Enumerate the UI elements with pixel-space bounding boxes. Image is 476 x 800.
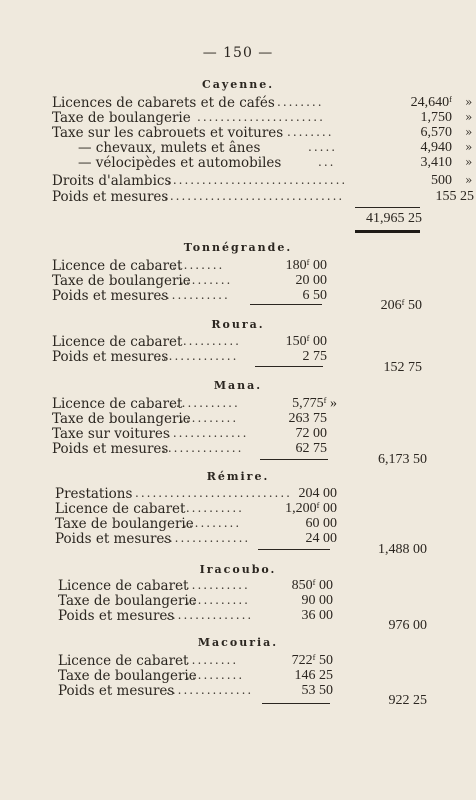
leader-dots: ........................... — [135, 486, 292, 500]
table-row — [52, 334, 332, 350]
leader-dots: ............................... — [167, 173, 348, 187]
table-row — [58, 608, 348, 624]
row-value: 53 50 — [301, 683, 333, 698]
row-value: 5,775ᶠ » — [292, 396, 337, 411]
row-label: — chevaux, mulets et ânes — [78, 140, 261, 156]
row-value: 146 25 — [294, 668, 333, 683]
leader-dots: ........... — [177, 334, 241, 348]
leader-dots: .......... — [180, 653, 239, 667]
row-label: Licence de cabaret — [58, 653, 189, 669]
sum-rule — [260, 459, 328, 460]
row-label: Poids et mesures — [52, 288, 169, 304]
row-label: Poids et mesures — [52, 189, 169, 205]
row-label: Taxe sur les cabrouets et voitures — [52, 125, 284, 141]
row-value: 6 50 — [302, 288, 327, 303]
leader-dots: ............... — [166, 608, 254, 622]
table-row — [58, 683, 348, 699]
row-label: Licence de cabaret — [58, 578, 189, 594]
table-row — [52, 441, 342, 457]
row-label: — vélocipèdes et automobiles — [78, 155, 282, 171]
section-title-tonnegrande: Tonnégrande. — [183, 241, 293, 254]
section-total: 922 25 — [388, 693, 427, 708]
row-label: Taxe de boulangerie — [55, 516, 194, 532]
sum-rule — [255, 366, 323, 367]
table-row — [52, 411, 342, 427]
leader-dots: ............... — [166, 683, 254, 697]
row-value: 850ᶠ 00 — [291, 578, 333, 593]
section-end-rule — [355, 230, 420, 233]
leader-dots: ........... — [180, 501, 244, 515]
row-value: 3,410 — [420, 155, 452, 170]
row-mark: » — [465, 110, 473, 124]
row-value: 4,940 — [420, 140, 452, 155]
row-value: 90 00 — [301, 593, 333, 608]
row-label: Licence de cabaret — [52, 258, 183, 274]
row-value: 500 — [431, 173, 452, 188]
row-value: 2 75 — [302, 349, 327, 364]
row-value: 24 00 — [305, 531, 337, 546]
leader-dots: .............. — [162, 441, 244, 455]
table-row — [78, 140, 473, 156]
table-row — [55, 486, 345, 502]
row-value: 6,570 — [420, 125, 452, 140]
row-label: Poids et mesures — [58, 683, 175, 699]
row-label: Taxe de boulangerie — [58, 668, 197, 684]
row-value: 1,750 — [420, 110, 452, 125]
table-row — [78, 155, 473, 171]
row-label: Poids et mesures — [52, 349, 169, 365]
leader-dots: ........ — [287, 125, 334, 139]
row-label: Taxe sur voitures — [52, 426, 170, 442]
leader-dots: ............................... — [164, 189, 345, 203]
leader-dots: ........ — [277, 95, 324, 109]
row-value: 60 00 — [305, 516, 337, 531]
section-total: 41,965 25 — [366, 211, 422, 226]
section-total: 6,173 50 — [378, 452, 427, 467]
row-value: 722ᶠ 50 — [291, 653, 333, 668]
row-value: 36 00 — [301, 608, 333, 623]
row-label: Droits d'alambics — [52, 173, 172, 189]
leader-dots: ..... — [308, 140, 338, 154]
sum-rule — [355, 207, 420, 208]
sum-rule — [250, 304, 322, 305]
row-mark: » — [465, 173, 473, 187]
leader-dots: ............... — [163, 531, 251, 545]
table-row — [52, 173, 473, 189]
row-label: Taxe de boulangerie — [58, 593, 197, 609]
row-label: Poids et mesures — [58, 608, 175, 624]
leader-dots: ... — [318, 155, 336, 169]
row-value: 62 75 — [295, 441, 327, 456]
table-row — [58, 668, 348, 684]
section-title-iracoubo: Iracoubo. — [199, 563, 277, 576]
section-total: 976 00 — [388, 618, 427, 633]
row-label: Taxe de boulangerie — [52, 411, 191, 427]
leader-dots: ......... — [172, 258, 225, 272]
table-row — [55, 531, 345, 547]
leader-dots: ............ — [180, 578, 250, 592]
row-value: 72 00 — [295, 426, 327, 441]
row-label: Prestations — [55, 486, 133, 502]
section-title-cayenne: Cayenne. — [201, 78, 275, 91]
section-title-roura: Roura. — [211, 318, 265, 331]
row-label: Taxe de boulangerie — [52, 273, 191, 289]
leader-dots: .............. — [157, 349, 239, 363]
leader-dots: .......... — [183, 516, 242, 530]
table-row — [58, 593, 348, 609]
table-row — [55, 501, 345, 517]
row-mark: » — [465, 95, 473, 109]
row-label: Poids et mesures — [52, 441, 169, 457]
table-row — [52, 273, 332, 289]
leader-dots: ............ — [170, 396, 240, 410]
row-value: 150ᶠ 00 — [285, 334, 327, 349]
row-value: 180ᶠ 00 — [285, 258, 327, 273]
table-row — [52, 110, 473, 126]
row-value: 155 25 — [435, 189, 474, 204]
table-row — [55, 516, 345, 532]
page-number: — 150 — — [202, 45, 274, 61]
row-mark: » — [465, 125, 473, 139]
table-row — [52, 396, 342, 412]
row-value: 20 00 — [295, 273, 327, 288]
leader-dots: ............ — [160, 288, 230, 302]
table-row — [52, 95, 473, 111]
section-total: 1,488 00 — [378, 542, 427, 557]
leader-dots: ......... — [180, 273, 233, 287]
sum-rule — [262, 703, 330, 704]
section-total: 206ᶠ 50 — [380, 298, 422, 313]
row-mark: » — [465, 155, 473, 169]
table-row — [52, 288, 332, 304]
row-label: Licence de cabaret — [55, 501, 186, 517]
row-value: 1,200ᶠ 00 — [285, 501, 337, 516]
section-title-macouria: Macouria. — [197, 636, 279, 649]
table-row — [58, 578, 348, 594]
table-row — [58, 653, 348, 669]
leader-dots: ........... — [186, 593, 250, 607]
table-row — [52, 258, 332, 274]
row-value: 204 00 — [298, 486, 337, 501]
row-value: 263 75 — [288, 411, 327, 426]
row-mark: » — [465, 140, 473, 154]
leader-dots: .......... — [180, 411, 239, 425]
section-total: 152 75 — [383, 360, 422, 375]
row-label: Licences de cabarets et de cafés — [52, 95, 275, 111]
row-label: Poids et mesures — [55, 531, 172, 547]
leader-dots: .............. — [167, 426, 249, 440]
sum-rule — [258, 549, 330, 550]
section-title-remire: Rémire. — [206, 470, 270, 483]
table-row — [52, 426, 342, 442]
table-row — [52, 125, 473, 141]
row-label: Taxe de boulangerie — [52, 110, 191, 126]
row-label: Licence de cabaret — [52, 396, 183, 412]
leader-dots: ...................... — [197, 110, 325, 124]
section-title-mana: Mana. — [213, 379, 263, 392]
row-label: Licence de cabaret — [52, 334, 183, 350]
table-row — [52, 189, 474, 205]
table-row — [52, 349, 332, 365]
row-value: 24,640ᶠ — [410, 95, 452, 110]
leader-dots: .......... — [186, 668, 245, 682]
